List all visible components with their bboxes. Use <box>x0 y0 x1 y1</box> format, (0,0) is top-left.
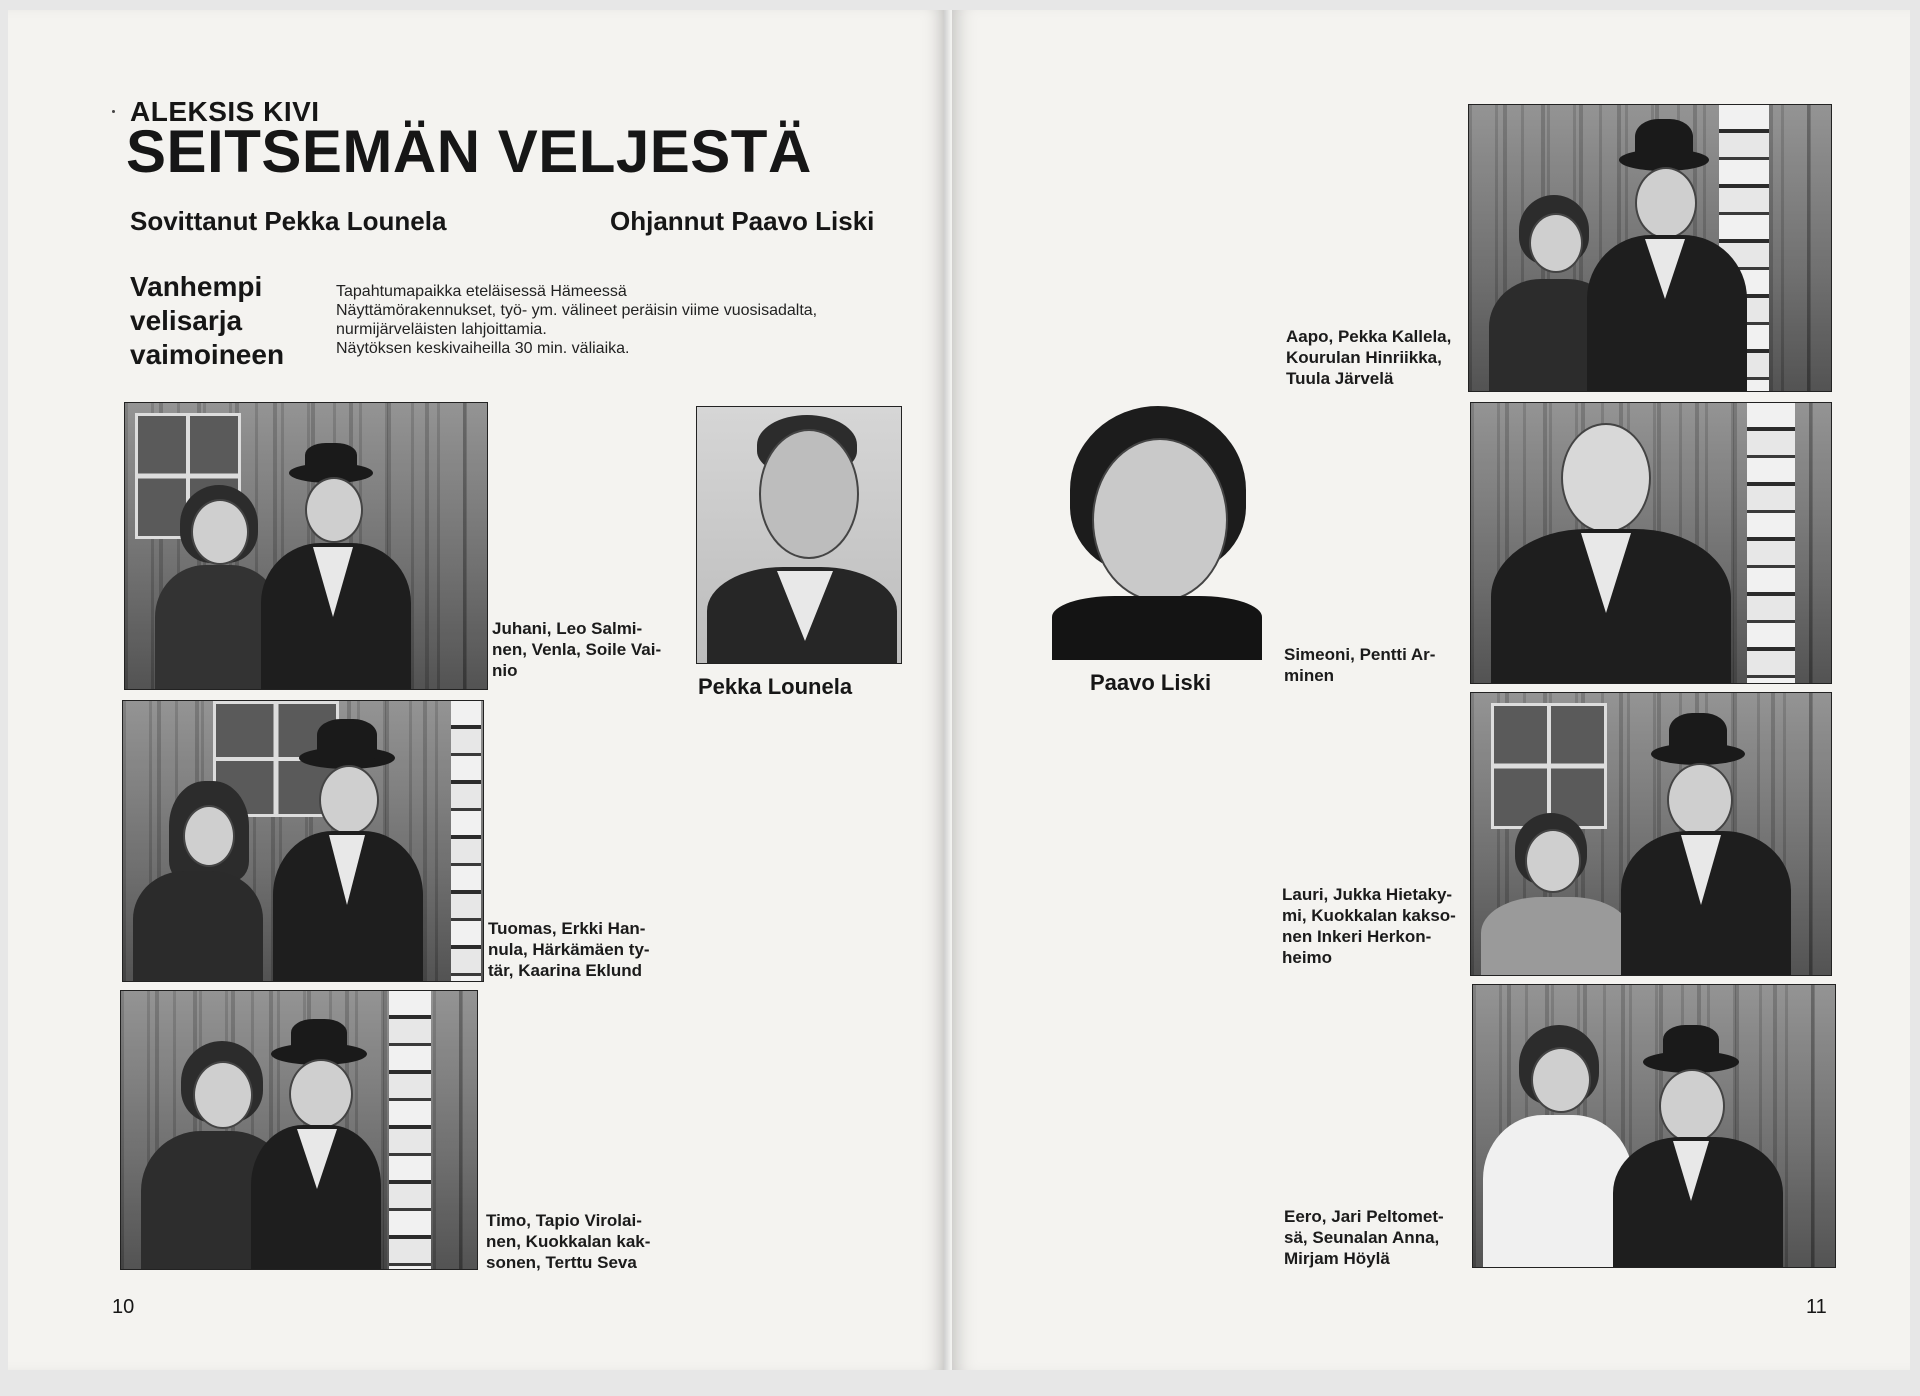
section-title-line: Vanhempi <box>130 271 263 302</box>
cast-photo-aapo <box>1468 104 1832 392</box>
caption-line: nen, Venla, Soile Vai- <box>492 640 662 659</box>
portrait-label-lounela: Pekka Lounela <box>698 674 853 699</box>
caption-line: Juhani, Leo Salmi- <box>492 619 643 638</box>
cast-photo-eero <box>1472 984 1836 1268</box>
caption-line: sonen, Terttu Seva <box>486 1253 637 1272</box>
caption-timo <box>486 1210 650 1273</box>
caption-tuomas <box>488 918 650 981</box>
caption-line: nio <box>492 661 518 680</box>
caption-line: mi, Kuokkalan kakso- <box>1282 906 1456 925</box>
info-line: Näytöksen keskivaiheilla 30 min. väliaika. <box>336 340 630 357</box>
actor-figure <box>1611 713 1791 975</box>
caption-line: Mirjam Höylä <box>1284 1249 1390 1268</box>
caption-line: nen Inkeri Herkon- <box>1282 927 1432 946</box>
caption-line: Aapo, Pekka Kallela, <box>1286 327 1452 346</box>
cast-photo-lauri <box>1470 692 1832 976</box>
caption-line: Simeoni, Pentti Ar- <box>1284 645 1436 664</box>
actor-figure <box>255 443 405 689</box>
actor-figure <box>251 1019 391 1269</box>
actress-figure <box>1481 813 1631 975</box>
cast-photo-juhani <box>124 402 488 690</box>
adaptation-credit: Sovittanut Pekka Lounela <box>130 206 447 236</box>
caption-line: Eero, Jari Peltomet- <box>1284 1207 1444 1226</box>
author-name: ALEKSIS KIVI <box>130 96 320 127</box>
info-line: nurmijärveläisten lahjoittamia. <box>336 321 547 338</box>
info-line: Näyttämörakennukset, työ- ym. välineet peräisin viime vuosisadalta, <box>336 302 818 319</box>
caption-line: Lauri, Jukka Hietaky- <box>1282 885 1453 904</box>
caption-eero <box>1284 1206 1444 1269</box>
cast-photo-tuomas <box>122 700 484 982</box>
actor-figure <box>1579 119 1749 391</box>
page-number-left: 10 <box>112 1296 135 1318</box>
actor-figure <box>1491 413 1731 683</box>
play-title: SEITSEMÄN VELJESTÄ <box>126 118 812 185</box>
portrait-figure <box>1052 404 1262 660</box>
caption-line: Timo, Tapio Virolai- <box>486 1211 642 1230</box>
portrait-figure <box>707 415 897 663</box>
caption-line: sä, Seunalan Anna, <box>1284 1228 1440 1247</box>
caption-line: Tuomas, Erkki Han- <box>488 919 646 938</box>
caption-line: heimo <box>1282 948 1333 967</box>
page-number-right: 11 <box>1806 1296 1827 1318</box>
caption-lauri <box>1282 884 1456 968</box>
caption-line: tär, Kaarina Eklund <box>488 961 642 980</box>
production-info <box>336 282 817 358</box>
section-title-line: velisarja <box>130 305 243 336</box>
caption-line: Kourulan Hinriikka, <box>1286 348 1442 367</box>
section-title <box>130 270 284 372</box>
caption-aapo <box>1286 326 1451 389</box>
section-title-line: vaimoineen <box>130 339 285 370</box>
portrait-label-liski: Paavo Liski <box>1090 670 1212 695</box>
actor-figure <box>263 719 433 981</box>
actor-figure <box>1603 1025 1783 1267</box>
director-credit: Ohjannut Paavo Liski <box>610 206 875 236</box>
cast-photo-simeoni <box>1470 402 1832 684</box>
caption-line: nen, Kuokkalan kak- <box>486 1232 651 1251</box>
caption-juhani <box>492 618 661 681</box>
actress-figure <box>133 781 273 981</box>
portrait-pekka-lounela <box>696 406 902 664</box>
portrait-paavo-liski <box>1052 404 1262 660</box>
caption-line: Tuula Järvelä <box>1286 369 1394 388</box>
caption-simeoni <box>1284 644 1435 686</box>
caption-line: nula, Härkämäen ty- <box>488 940 650 959</box>
cast-photo-timo <box>120 990 478 1270</box>
caption-line: minen <box>1284 666 1335 685</box>
info-line: Tapahtumapaikka eteläisessä Hämeessä <box>336 283 627 300</box>
print-speck <box>112 110 115 113</box>
